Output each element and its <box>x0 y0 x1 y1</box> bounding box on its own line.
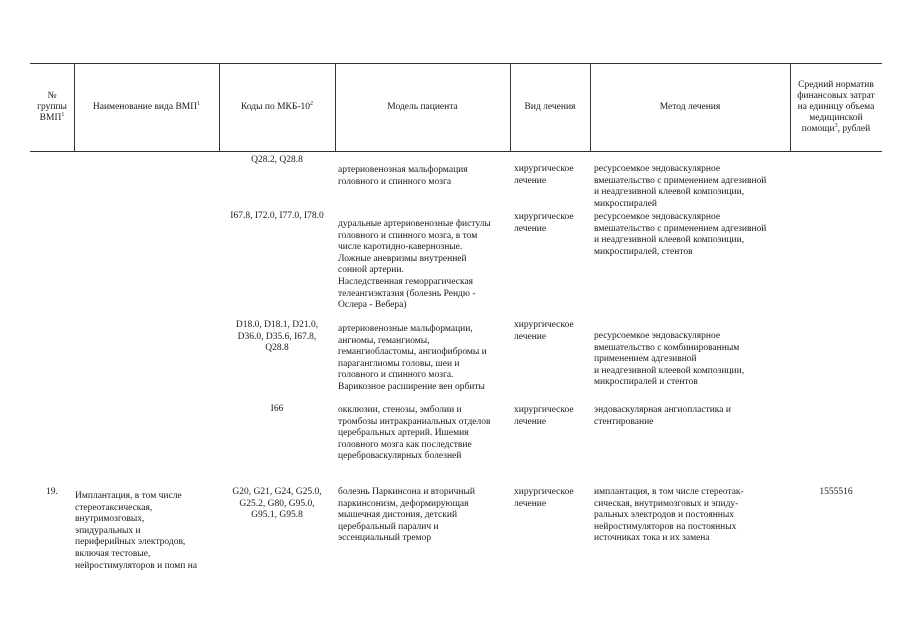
header-bottom-border <box>30 151 882 152</box>
row-treatment-method: имплантация, в том числе стереотак- сическая, внутримозговых и эпиду- ральных электродов и постоянных нейростимуляторов на постоянных источниках тока и их замена <box>594 487 744 544</box>
row-treatment-type: хирургическое лечение <box>514 405 574 427</box>
row-patient-model: окклюзии, стенозы, эмболии и тромбозы интракраниальных отделов церебральных артерий. Ишемия головного мозга как последствие цереброваскулярных болезней <box>338 405 491 462</box>
row-codes: G20, G21, G24, G25.0, G25.2, G80, G95.0, G95.1, G95.8 <box>232 487 322 521</box>
row-treatment-method: ресурсоемкое эндоваскулярное вмешательство с применением адгезивной и неадгезивной клеевой композиции, микроспиралей, стентов <box>594 212 767 257</box>
row-treatment-method: ресурсоемкое эндоваскулярное вмешательство с применением адгезивной и неадгезивной клеевой композиции, микроспиралей <box>594 164 767 209</box>
header-group-number: № группы ВМП$^1$ <box>37 90 67 123</box>
row-treatment-method: ресурсоемкое эндоваскулярное вмешательство с комбинированным применением адгезивной и неадгезивной клеевой композиции, микроспиралей и стентов <box>594 331 745 388</box>
header-average-cost: Средний норматив финансовых затрат на единицу объема медицинской помощи$^3$, рублей <box>797 79 875 134</box>
row-treatment-type: хирургическое лечение <box>514 487 574 509</box>
row-treatment-type: хирургическое лечение <box>514 164 574 186</box>
vmp-name: Имплантация, в том числе стереотаксическая, внутримозговых, эпидуральных и периферийных электродов, включая тестовые, нейростимуляторов и помп на <box>75 491 198 571</box>
header-icd-codes: Коды по МКБ-$10^2$ <box>240 100 314 112</box>
row-treatment-type: хирургическое лечение <box>514 212 574 234</box>
row-codes: I67.8, I72.0, I77.0, I78.0 <box>230 211 324 221</box>
row-patient-model: болезнь Паркинсона и вторичный паркинсонизм, деформирующая мышечная дистония, детский церебральный паралич и эссенциальный тремор <box>338 487 475 544</box>
row-codes: D18.0, D18.1, D21.0, D36.0, D35.6, I67.8, Q28.8 <box>235 320 319 354</box>
header-treatment-type: Вид лечения <box>524 101 576 112</box>
header-treatment-method: Метод лечения <box>659 101 721 112</box>
row-codes: Q28.2, Q28.8 <box>251 155 303 165</box>
row-codes: I66 <box>270 404 284 414</box>
row-patient-model: артериовенозная мальформация головного и спинного мозга <box>338 165 468 187</box>
header-vmp-name: Наименование вида ВМП$^1$ <box>92 100 201 112</box>
header-patient-model: Модель пациента <box>387 101 458 112</box>
row-treatment-type: хирургическое лечение <box>514 320 574 342</box>
row-patient-model: артериовенозные мальформации, ангиомы, гемангиомы, гемангиобластомы, ангиофибромы и параганглиомы головы, шеи и головного и спинного мозга. Варикозное расширение вен орбиты <box>338 324 487 392</box>
average-cost-value: 1555516 <box>819 487 853 497</box>
row-patient-model: дуральные артериовенозные фистулы головного и спинного мозга, в том числе каротидно-кавернозные. Ложные аневризмы внутренней сонной артерии. Наследственная геморрагическая телеангиэктазия (болезнь Рендю - Ослера - Вебера) <box>338 219 491 311</box>
row-treatment-method: эндоваскулярная ангиопластика и стентирование <box>594 405 731 427</box>
group-number: 19. <box>46 487 58 497</box>
